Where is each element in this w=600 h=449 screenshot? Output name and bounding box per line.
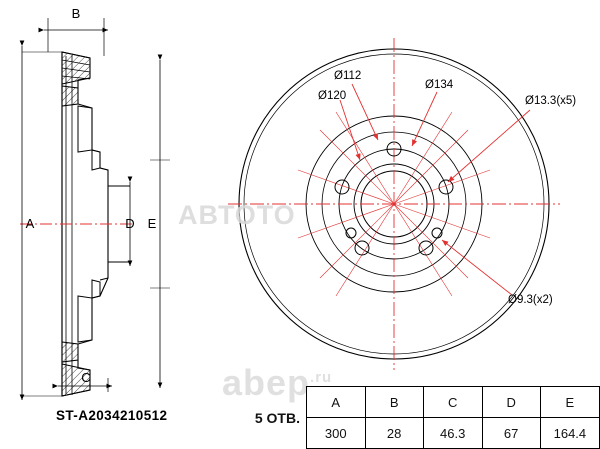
- dimension-d: [125, 182, 134, 266]
- face-view: [228, 38, 576, 370]
- label-d: D: [125, 216, 135, 231]
- part-number: ST-A2034210512: [56, 408, 168, 423]
- callout-d133x5: Ø13.3(x5): [525, 95, 577, 107]
- label-c-bottom: C: [81, 370, 91, 385]
- callout-d134: Ø134: [425, 79, 454, 91]
- table-header-e: E: [540, 387, 599, 418]
- label-b-top: B: [71, 6, 81, 21]
- table-cell-c: 46.3: [423, 418, 482, 449]
- table-cell-e: 164.4: [540, 418, 599, 449]
- dimension-e: [148, 60, 170, 388]
- table-header-c: C: [423, 387, 482, 418]
- table-header-a: A: [306, 387, 365, 418]
- side-section-view: [20, 6, 170, 400]
- table-cell-a: 300: [306, 418, 365, 449]
- watermark-bottom-sup: .ru: [310, 369, 333, 386]
- table-row-label: 5 ОТВ.: [254, 409, 300, 426]
- callout-d112: Ø112: [334, 70, 362, 82]
- label-a-left: A: [25, 216, 35, 231]
- table-header-b: B: [365, 387, 423, 418]
- table-row-headers: [243, 387, 600, 418]
- dimension-a: [22, 46, 62, 400]
- table-cell-d: 67: [482, 418, 540, 449]
- table-header-d: D: [482, 387, 540, 418]
- watermark-center: АВТОТО: [178, 200, 296, 230]
- dimension-b: [44, 6, 108, 56]
- spec-table: [243, 386, 600, 449]
- callout-d120: Ø120: [318, 90, 347, 102]
- callout-d93x2: Ø9.3(x2): [508, 294, 553, 306]
- label-e: E: [147, 216, 157, 231]
- watermark-bottom-text: abep: [222, 362, 311, 403]
- table-cell-b: 28: [365, 418, 423, 449]
